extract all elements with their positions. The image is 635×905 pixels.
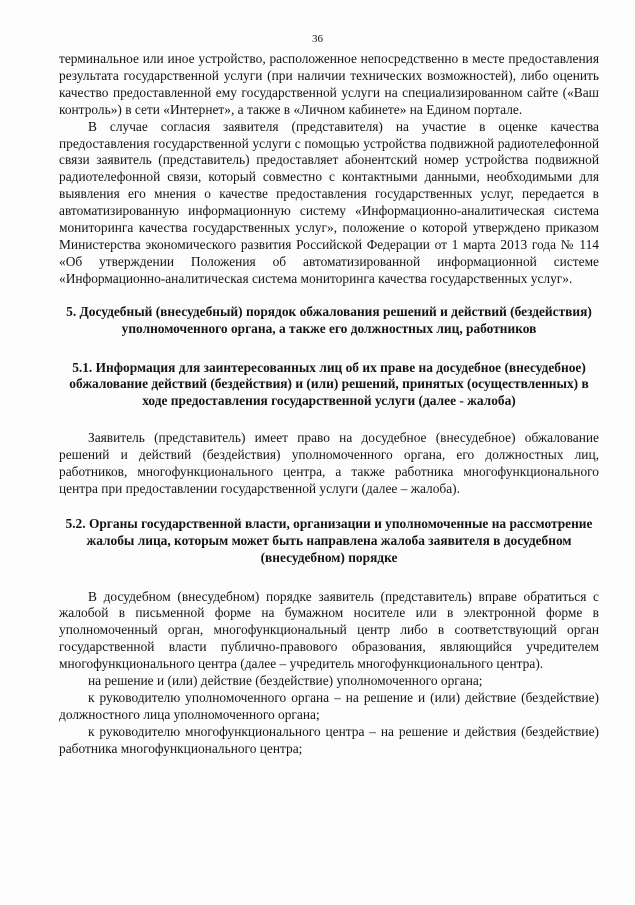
paragraph-right-to-appeal: Заявитель (представитель) имеет право на досудебное (внесудебное) обжалование решений и действий (бездействия) уполномоченного органа, его должностных лиц, работников, многофункционального центра, а также работника многофункционального центра при предоставлении государственной услуги (далее – жалоба).: [59, 430, 599, 496]
section-5-1-heading: 5.1. Информация для заинтересованных лиц об их праве на досудебное (внесудебное) обжалование действий (бездействия) и (или) решений, принятых (осуществленных) в ходе предоставления государственной услуги (далее - жалоба): [69, 359, 589, 409]
paragraph-pretrial-procedure: В досудебном (внесудебном) порядке заявитель (представитель) вправе обратиться с жалобой в письменной форме на бумажном носителе или в электронной форме в уполномоченный орган, многофункциональный центр либо в соответствующий орган государственной власти публично-правового образования, являющийся учредителем многофункционального центра (далее – учредитель многофункционального центра).: [59, 588, 599, 672]
document-body: [59, 51, 599, 758]
paragraph-appeal-authority: на решение и (или) действие (бездействие) уполномоченного органа;: [88, 673, 483, 689]
paragraph-evaluation-devices: терминальное или иное устройство, расположенное непосредственно в месте предоставления результата государственной услуги (при наличии технических возможностей), либо оценить качество предоставленной ему государственной услуги на специализированном сайте («Ваш контроль») в сети «Интернет», а также в «Личном кабинете» на Едином портале.: [59, 51, 599, 117]
section-5-heading: 5. Досудебный (внесудебный) порядок обжалования решений и действий (бездействия) уполномоченного органа, а также его должностных лиц, работников: [66, 303, 592, 336]
paragraph-mobile-consent: В случае согласия заявителя (представителя) на участие в оценке качества предоставления государственной услуги с помощью устройства подвижной радиотелефонной связи заявитель (представитель) предоставляет абонентский номер устройства подвижной радиотелефонной связи, который совместно с контактными данными, необходимыми для выявления его мнения о качестве предоставления государственных услуг, передается в автоматизированную информационную систему «Информационно-аналитическая система мониторинга качества государственных услуг», положение о которой утверждено приказом Министерства экономического развития Российской Федерации от 1 марта 2013 года № 114 «Об утверждении Положения об автоматизированной информационной системе «Информационно-аналитическая система мониторинга качества государственных услуг».: [59, 118, 599, 286]
paragraph-appeal-head-authority: к руководителю уполномоченного органа – на решение и (или) действие (бездействие) должностного лица уполномоченного органа;: [59, 690, 599, 722]
section-5-2-heading: 5.2. Органы государственной власти, организации и уполномоченные на рассмотрение жалобы лица, которым может быть направлена жалоба заявителя в досудебном (внесудебном) порядке: [65, 515, 593, 565]
paragraph-appeal-head-mfc: к руководителю многофункционального центра – на решение и действия (бездействие) работника многофункционального центра;: [59, 723, 599, 756]
page-number: 36: [312, 33, 323, 45]
